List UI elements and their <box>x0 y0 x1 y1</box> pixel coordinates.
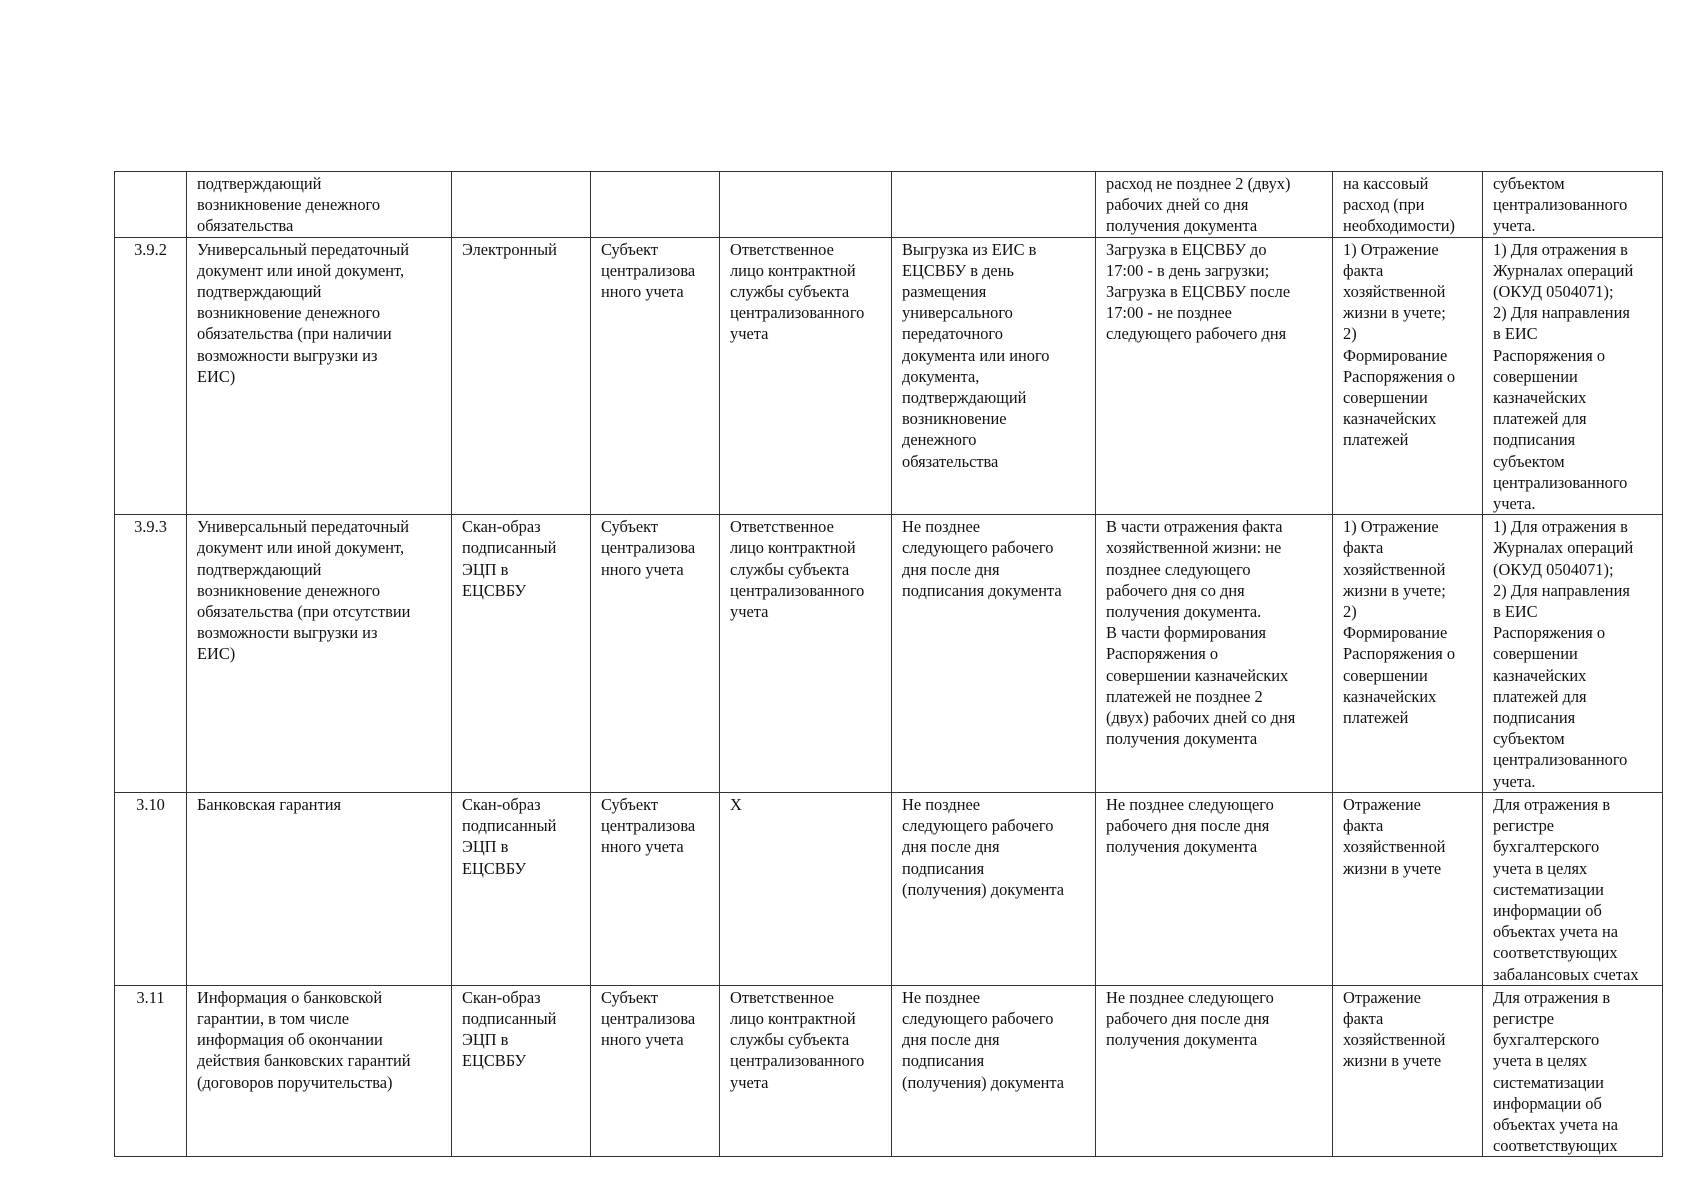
cell-purpose: 1) Отражение факта хозяйственной жизни в учете; 2) Формирование Распоряжения о совершении казначейских платежей <box>1333 515 1483 793</box>
cell-form: Скан-образ подписанный ЭЦП в ЕЦСВБУ <box>452 515 591 793</box>
cell-signer: Ответственное лицо контрактной службы субъекта централизованного учета <box>720 237 892 515</box>
cell-creator: Субъект централизова нного учета <box>591 515 720 793</box>
table-row <box>115 515 1663 793</box>
cell-deadline-create <box>892 172 1096 238</box>
cell-deadline-accept: В части отражения факта хозяйственной жизни: не позднее следующего рабочего дня со дня получения документа. В части формирования Распоряжения о совершении казначейских платежей не позднее 2 (двух) рабочих дней со дня получения документа <box>1096 515 1333 793</box>
cell-signer: Ответственное лицо контрактной службы субъекта централизованного учета <box>720 985 892 1157</box>
cell-document: Банковская гарантия <box>187 792 452 985</box>
cell-deadline-accept: Загрузка в ЕЦСВБУ до 17:00 - в день загрузки; Загрузка в ЕЦСВБУ после 17:00 - не позднее следующего рабочего дня <box>1096 237 1333 515</box>
cell-purpose: на кассовый расход (при необходимости) <box>1333 172 1483 238</box>
cell-form: Скан-образ подписанный ЭЦП в ЕЦСВБУ <box>452 792 591 985</box>
cell-document: Универсальный передаточный документ или иной документ, подтверждающий возникновение денежного обязательства (при наличии возможности выгрузки из ЕИС) <box>187 237 452 515</box>
cell-number: 3.11 <box>115 985 187 1157</box>
cell-deadline-create: Выгрузка из ЕИС в ЕЦСВБУ в день размещения универсального передаточного документа или иного документа, подтверждающий возникновение денежного обязательства <box>892 237 1096 515</box>
cell-number <box>115 172 187 238</box>
cell-purpose: 1) Отражение факта хозяйственной жизни в учете; 2) Формирование Распоряжения о совершении казначейских платежей <box>1333 237 1483 515</box>
table-row <box>115 792 1663 985</box>
cell-deadline-create: Не позднее следующего рабочего дня после дня подписания документа <box>892 515 1096 793</box>
cell-number: 3.10 <box>115 792 187 985</box>
table-row <box>115 172 1663 238</box>
cell-creator: Субъект централизова нного учета <box>591 792 720 985</box>
cell-usage: Для отражения в регистре бухгалтерского учета в целях систематизации информации об объектах учета на соответствующих <box>1483 985 1663 1157</box>
cell-form: Электронный <box>452 237 591 515</box>
table-row <box>115 237 1663 515</box>
cell-creator <box>591 172 720 238</box>
cell-usage: 1) Для отражения в Журналах операций (ОКУД 0504071); 2) Для направления в ЕИС Распоряжения о совершении казначейских платежей для подписания субъектом централизованного учета. <box>1483 237 1663 515</box>
cell-purpose: Отражение факта хозяйственной жизни в учете <box>1333 792 1483 985</box>
cell-deadline-accept: Не позднее следующего рабочего дня после дня получения документа <box>1096 985 1333 1157</box>
cell-deadline-create: Не позднее следующего рабочего дня после дня подписания (получения) документа <box>892 792 1096 985</box>
cell-number: 3.9.3 <box>115 515 187 793</box>
cell-form <box>452 172 591 238</box>
cell-signer <box>720 172 892 238</box>
cell-document: Информация о банковской гарантии, в том числе информация об окончании действия банковских гарантий (договоров поручительства) <box>187 985 452 1157</box>
cell-form: Скан-образ подписанный ЭЦП в ЕЦСВБУ <box>452 985 591 1157</box>
cell-creator: Субъект централизова нного учета <box>591 985 720 1157</box>
cell-number: 3.9.2 <box>115 237 187 515</box>
cell-deadline-accept: Не позднее следующего рабочего дня после дня получения документа <box>1096 792 1333 985</box>
cell-signer: X <box>720 792 892 985</box>
cell-usage: Для отражения в регистре бухгалтерского учета в целях систематизации информации об объектах учета на соответствующих забалансовых счетах <box>1483 792 1663 985</box>
cell-usage: субъектом централизованного учета. <box>1483 172 1663 238</box>
cell-creator: Субъект централизова нного учета <box>591 237 720 515</box>
cell-signer: Ответственное лицо контрактной службы субъекта централизованного учета <box>720 515 892 793</box>
cell-purpose: Отражение факта хозяйственной жизни в учете <box>1333 985 1483 1157</box>
cell-usage: 1) Для отражения в Журналах операций (ОКУД 0504071); 2) Для направления в ЕИС Распоряжения о совершении казначейских платежей для подписания субъектом централизованного учета. <box>1483 515 1663 793</box>
table-row <box>115 985 1663 1157</box>
cell-document: подтверждающий возникновение денежного обязательства <box>187 172 452 238</box>
cell-deadline-create: Не позднее следующего рабочего дня после дня подписания (получения) документа <box>892 985 1096 1157</box>
cell-document: Универсальный передаточный документ или иной документ, подтверждающий возникновение денежного обязательства (при отсутствии возможности выгрузки из ЕИС) <box>187 515 452 793</box>
cell-deadline-accept: расход не позднее 2 (двух) рабочих дней со дня получения документа <box>1096 172 1333 238</box>
document-table <box>114 171 1663 1157</box>
